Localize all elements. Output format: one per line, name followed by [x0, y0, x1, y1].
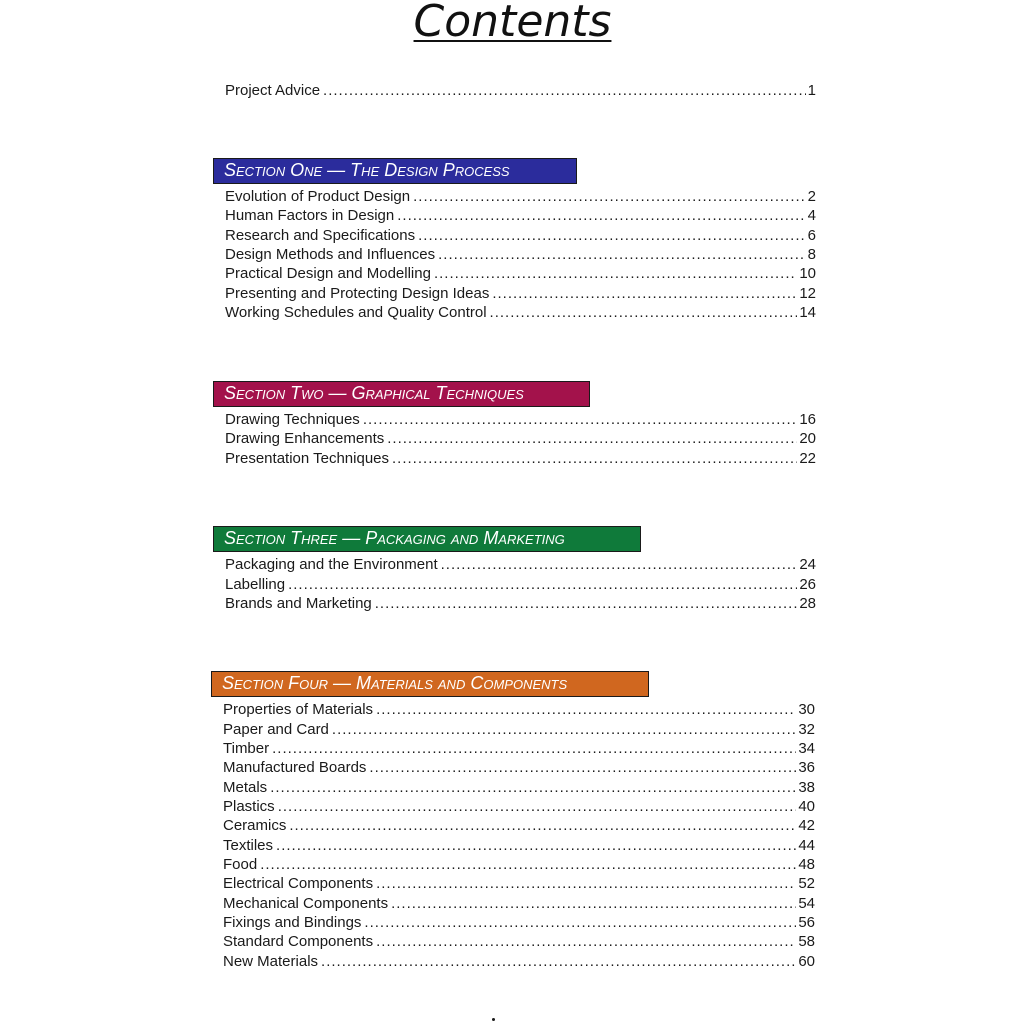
toc-entry-title: Evolution of Product Design [225, 188, 411, 205]
toc-entry-page: 42 [798, 817, 815, 834]
dot-leader [321, 952, 796, 971]
dot-leader [270, 778, 796, 797]
toc-entry-title: Metals [223, 779, 268, 796]
toc-entry [223, 855, 815, 874]
dot-leader [413, 187, 806, 206]
dot-leader [418, 226, 806, 245]
toc-entry-page: 10 [799, 265, 816, 282]
toc-entry [223, 932, 815, 951]
toc-entry-page: 14 [799, 304, 816, 321]
page-footer-dot [492, 1018, 495, 1021]
toc-entry-title: Practical Design and Modelling [225, 265, 431, 282]
dot-leader [376, 874, 796, 893]
toc-entry-title: Plastics [223, 798, 275, 815]
dot-leader [438, 245, 806, 264]
dot-leader [392, 449, 797, 468]
toc-entry-page: 2 [807, 188, 816, 205]
toc-entry [223, 778, 815, 797]
toc-entry [223, 816, 815, 835]
dot-leader [441, 555, 798, 574]
toc-entry-title: Labelling [225, 576, 286, 593]
dot-leader [276, 836, 796, 855]
toc-entry [225, 410, 816, 429]
toc-entry-title: Timber [223, 740, 270, 757]
toc-entry [225, 594, 816, 613]
toc-entry [225, 303, 816, 322]
toc-entry-title: Paper and Card [223, 721, 329, 738]
dot-leader [272, 739, 796, 758]
toc-entry [223, 894, 815, 913]
toc-entry [223, 700, 815, 719]
toc-entry-page: 56 [798, 914, 815, 931]
toc-entry-page: 36 [798, 759, 815, 776]
dot-leader [376, 700, 796, 719]
dot-leader [434, 264, 797, 283]
dot-leader [376, 932, 796, 951]
dot-leader [397, 206, 805, 225]
toc-entry [225, 264, 816, 283]
dot-leader [332, 720, 796, 739]
toc-entry [225, 449, 816, 468]
section-banner-four: Section Four — Materials and Components [211, 671, 649, 697]
toc-entry [223, 874, 815, 893]
dot-leader [363, 410, 798, 429]
toc-entry [223, 797, 815, 816]
toc-entry-page: 4 [807, 207, 816, 224]
toc-entry [225, 226, 816, 245]
toc-entry-page: 60 [798, 953, 815, 970]
toc-entry-page: 30 [798, 701, 815, 718]
dot-leader [323, 81, 806, 100]
toc-entry-title: Design Methods and Influences [225, 246, 436, 263]
section-banner-three: Section Three — Packaging and Marketing [213, 526, 641, 552]
toc-entry-page: 22 [799, 450, 816, 467]
toc-entry-page: 54 [798, 895, 815, 912]
dot-leader [260, 855, 796, 874]
toc-entry-page: 44 [798, 837, 815, 854]
toc-entry-project-advice [225, 81, 816, 100]
toc-entry [223, 720, 815, 739]
toc-entry-page: 16 [799, 411, 816, 428]
dot-leader [289, 816, 796, 835]
toc-entry-title: Properties of Materials [223, 701, 374, 718]
section-banner-two: Section Two — Graphical Techniques [213, 381, 590, 407]
toc-entry [225, 575, 816, 594]
toc-entry [225, 284, 816, 303]
toc-entry-page: 28 [799, 595, 816, 612]
toc-entry-page: 24 [799, 556, 816, 573]
dot-leader [387, 429, 797, 448]
toc-entry-page: 12 [799, 285, 816, 302]
dot-leader [369, 758, 796, 777]
toc-entry-page: 48 [798, 856, 815, 873]
toc-entry-title: Electrical Components [223, 875, 374, 892]
toc-entry [225, 555, 816, 574]
toc-entry-page: 1 [807, 82, 816, 99]
toc-entry-page: 38 [798, 779, 815, 796]
dot-leader [391, 894, 796, 913]
dot-leader [375, 594, 798, 613]
toc-entry-title: New Materials [223, 953, 319, 970]
toc-entry-page: 6 [807, 227, 816, 244]
toc-entry-title: Drawing Techniques [225, 411, 360, 428]
section-banner-one: Section One — The Design Process [213, 158, 577, 184]
toc-entry-title: Textiles [223, 837, 274, 854]
toc-entry-page: 40 [798, 798, 815, 815]
toc-entry [223, 952, 815, 971]
toc-entry [225, 429, 816, 448]
toc-entry-page: 26 [799, 576, 816, 593]
toc-entry [225, 245, 816, 264]
toc-entry-title: Ceramics [223, 817, 287, 834]
toc-entry-title: Human Factors in Design [225, 207, 395, 224]
toc-entry-title: Packaging and the Environment [225, 556, 438, 573]
toc-entry [223, 913, 815, 932]
toc-entry-page: 32 [798, 721, 815, 738]
toc-entry [223, 836, 815, 855]
toc-entry-title: Manufactured Boards [223, 759, 367, 776]
toc-entry-title: Presenting and Protecting Design Ideas [225, 285, 490, 302]
toc-entry-page: 34 [798, 740, 815, 757]
toc-entry-page: 20 [799, 430, 816, 447]
toc-entry-title: Mechanical Components [223, 895, 389, 912]
dot-leader [490, 303, 798, 322]
dot-leader [364, 913, 796, 932]
toc-entry-title: Brands and Marketing [225, 595, 372, 612]
toc-entry-title: Standard Components [223, 933, 374, 950]
toc-entry [223, 739, 815, 758]
toc-entry [225, 206, 816, 225]
toc-entry-page: 8 [807, 246, 816, 263]
toc-entry-title: Project Advice [225, 82, 321, 99]
toc-entry-title: Working Schedules and Quality Control [225, 304, 487, 321]
toc-entry-title: Food [223, 856, 258, 873]
dot-leader [492, 284, 797, 303]
toc-entry-title: Drawing Enhancements [225, 430, 385, 447]
toc-entry-title: Research and Specifications [225, 227, 416, 244]
toc-entry [223, 758, 815, 777]
toc-entry-page: 58 [798, 933, 815, 950]
toc-entry-page: 52 [798, 875, 815, 892]
toc-entry [225, 187, 816, 206]
toc-entry-title: Fixings and Bindings [223, 914, 362, 931]
dot-leader [288, 575, 797, 594]
toc-entry-title: Presentation Techniques [225, 450, 390, 467]
page-title: Contents [413, 0, 612, 47]
dot-leader [278, 797, 797, 816]
